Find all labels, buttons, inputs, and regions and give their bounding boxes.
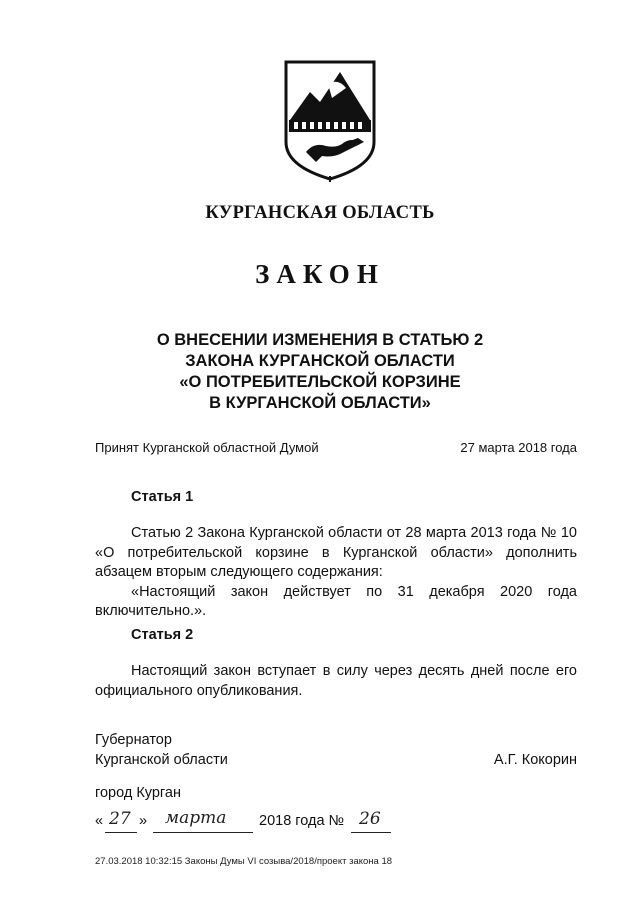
place: город Курган	[95, 785, 181, 801]
adopted-by: Принят Курганской областной Думой	[95, 440, 319, 455]
article-paragraph: Настоящий закон вступает в силу через десять дней после его официального опубликования.	[95, 663, 577, 699]
document-type: ЗАКОН	[255, 259, 385, 289]
article-paragraph: Статью 2 Закона Курганской области от 28 марта 2013 года № 10 «О потребительской корзине в Курганской области» дополнить абзацем вторым следующего содержания:	[95, 525, 577, 580]
title-line: О ВНЕСЕНИИ ИЗМЕНЕНИЯ В СТАТЬЮ 2	[156, 331, 484, 349]
signer-position: Курганской области	[95, 751, 228, 768]
signing-month: марта	[165, 808, 227, 828]
title-line: ЗАКОНА КУРГАНСКОЙ ОБЛАСТИ	[185, 352, 455, 370]
article-2-body	[95, 662, 577, 701]
open-quote: «	[95, 813, 104, 829]
article-paragraph: «Настоящий закон действует по 31 декабря 2020 года включительно.».	[95, 583, 577, 619]
signing-number: 26	[359, 809, 381, 829]
adopted-date: 27 марта 2018 года	[460, 440, 577, 455]
adoption-row	[95, 440, 577, 455]
signer-name: А.Г. Кокорин	[493, 751, 577, 768]
article-1-body	[95, 524, 577, 622]
title-line: «О ПОТРЕБИТЕЛЬСКОЙ КОРЗИНЕ	[179, 373, 461, 391]
signing-day: 27	[109, 809, 131, 829]
signature-block	[95, 731, 577, 770]
signing-date-line	[95, 808, 455, 838]
region-heading: КУРГАНСКАЯ ОБЛАСТЬ	[205, 203, 435, 223]
title-line: В КУРГАНСКОЙ ОБЛАСТИ»	[209, 394, 431, 412]
footer-stamp: 27.03.2018 10:32:15 Законы Думы VI созыва/2018/проект закона 18	[95, 856, 393, 867]
close-quote: »	[139, 813, 148, 829]
article-1-heading: Статья 1	[131, 489, 194, 505]
signer-position: Губернатор	[95, 732, 172, 748]
coat-of-arms-icon	[280, 58, 380, 183]
article-2-heading: Статья 2	[131, 627, 194, 643]
signing-year: 2018 года №	[259, 813, 345, 829]
law-title	[0, 330, 640, 414]
